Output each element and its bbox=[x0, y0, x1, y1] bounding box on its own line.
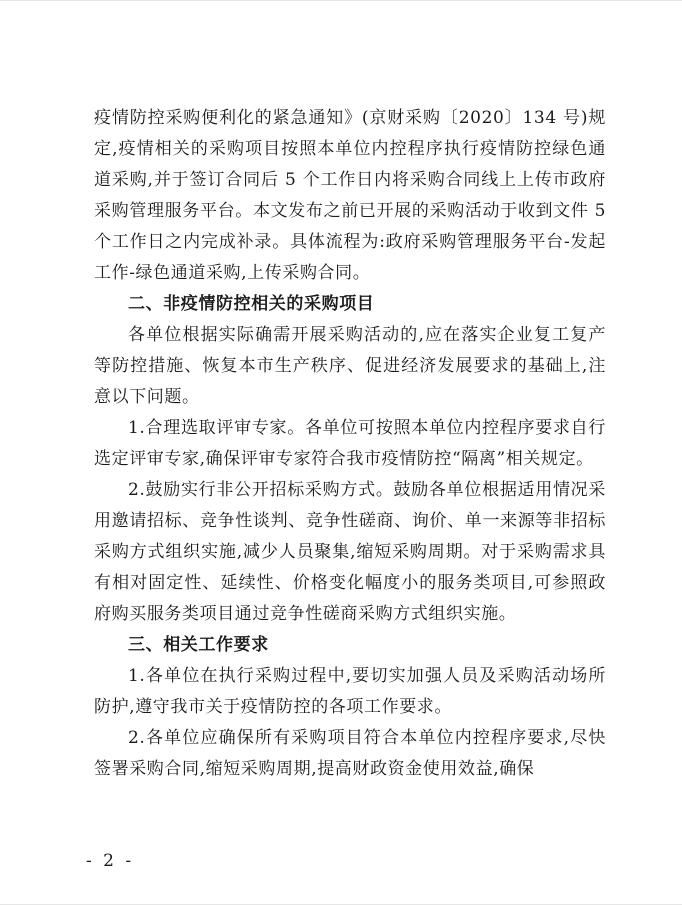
paragraph-continuation: 疫情防控采购便利化的紧急通知》(京财采购〔2020〕134 号)规定,疫情相关的采购项目按照本单位内控程序执行疫情防控绿色通道采购,并于签订合同后 5 个工作日内将采购合同线上上传市政府采购管理服务平台。本文发布之前已开展的采购活动于收到文件 5 个工作日之内完成补录。具体流程为:政府采购管理服务平台-发起工作-绿色通道采购,上传采购合同。 bbox=[94, 108, 606, 283]
paragraph: 1.各单位在执行采购过程中,要切实加强人员及采购活动场所防护,遵守我市关于疫情防控的各项工作要求。 bbox=[94, 666, 606, 717]
paragraph: 各单位根据实际确需开展采购活动的,应在落实企业复工复产等防控措施、恢复本市生产秩序、促进经济发展要求的基础上,注意以下问题。 bbox=[94, 325, 606, 407]
document-body bbox=[94, 103, 606, 785]
paragraph: 2.各单位应确保所有采购项目符合本单位内控程序要求,尽快签署采购合同,缩短采购周期,提高财政资金使用效益,确保 bbox=[94, 728, 606, 779]
paragraph: 2.鼓励实行非公开招标采购方式。鼓励各单位根据适用情况采用邀请招标、竞争性谈判、竞争性磋商、询价、单一来源等非招标采购方式组织实施,减少人员聚集,缩短采购周期。对于采购需求具有相对固定性、延续性、价格变化幅度小的服务类项目,可参照政府购买服务类项目通过竞争性磋商采购方式组织实施。 bbox=[94, 480, 606, 624]
page-number: - 2 - bbox=[86, 851, 135, 871]
paragraph: 1.合理选取评审专家。各单位可按照本单位内控程序要求自行选定评审专家,确保评审专家符合我市疫情防控“隔离”相关规定。 bbox=[94, 418, 606, 469]
section-heading-3: 三、相关工作要求 bbox=[128, 635, 269, 655]
section-heading-2: 二、非疫情防控相关的采购项目 bbox=[128, 294, 375, 314]
top-edge bbox=[0, 0, 682, 1]
